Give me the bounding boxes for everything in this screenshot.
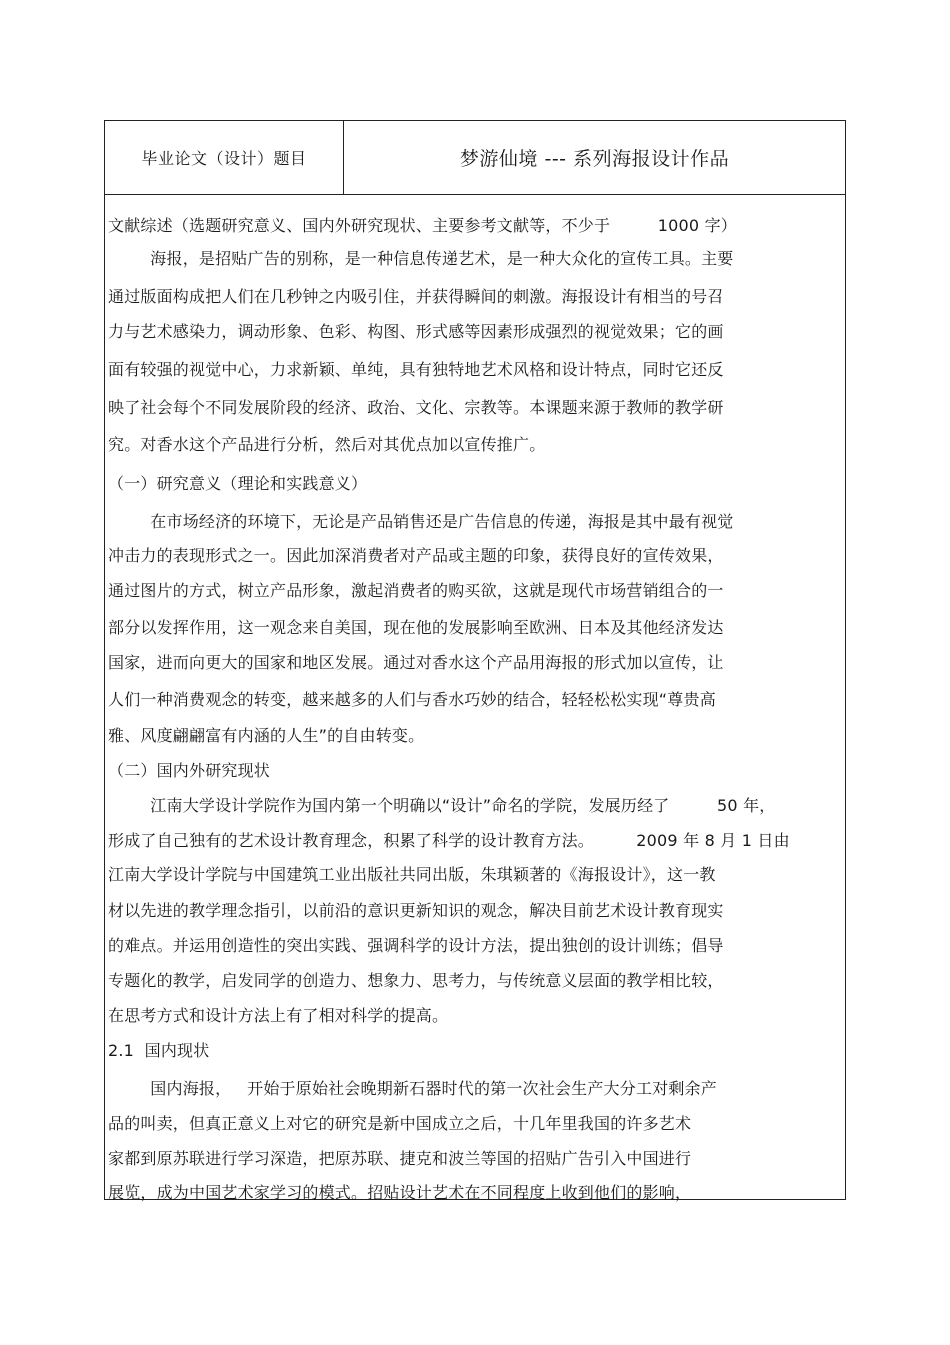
text-line: 在思考方式和设计方法上有了相对科学的提高。 (108, 1006, 449, 1025)
text-line: （一）研究意义（理论和实践意义） (108, 474, 368, 493)
text-line: 部分以发挥作用，这一观念来自美国，现在他的发展影响至欧洲、日本及其他经济发达 (108, 618, 724, 637)
text-line: 品的叫卖，但真正意义上对它的研究是新中国成立之后，十几年里我国的许多艺术 (108, 1114, 692, 1133)
text-line: 力与艺术感染力，调动形象、色彩、构图、形式感等因素形成强烈的视觉效果；它的画 (108, 322, 724, 341)
text-line: 家都到原苏联进行学习深造，把原苏联、捷克和波兰等国的招贴广告引入中国进行 (108, 1149, 692, 1168)
text-line: 国家，进而向更大的国家和地区发展。通过对香水这个产品用海报的形式加以宣传，让 (108, 653, 724, 672)
text-line: 2.1 国内现状 (108, 1041, 210, 1060)
text-line: 的难点。并运用创造性的突出实践、强调科学的设计方法，提出独创的设计训练；倡导 (108, 936, 724, 955)
text-line: 通过版面构成把人们在几秒钟之内吸引住，并获得瞬间的刺激。海报设计有相当的号召 (108, 287, 724, 306)
text-line: 展览，成为中国艺术家学习的模式。招贴设计艺术在不同程度上收到他们的影响， (108, 1183, 692, 1202)
text-line: 材以先进的教学理念指引，以前沿的意识更新知识的观念，解决目前艺术设计教育现实 (108, 901, 724, 920)
text-line: 国内海报， 开始于原始社会晚期新石器时代的第一次社会生产大分工对剩余产 (108, 1079, 717, 1098)
text-line: 通过图片的方式，树立产品形象，激起消费者的购买欲，这就是现代市场营销组合的一 (108, 581, 724, 600)
text-line: 人们一种消费观念的转变，越来越多的人们与香水巧妙的结合，轻轻松松实现“尊贵高 (108, 690, 716, 709)
title-label-cell: 毕业论文（设计）题目 (105, 121, 344, 194)
text-line: 江南大学设计学院作为国内第一个明确以“设计”命名的学院，发展历经了 50 年， (108, 796, 776, 815)
text-line: 在市场经济的环境下，无论是产品销售还是广告信息的传递，海报是其中最有视觉 (108, 512, 734, 531)
text-line: 海报，是招贴广告的别称，是一种信息传递艺术，是一种大众化的宣传工具。主要 (108, 249, 734, 268)
text-line: 形成了自己独有的艺术设计教育理念，积累了科学的设计教育方法。 2009 年 8 月 1 日由 (108, 831, 790, 850)
title-row (105, 121, 845, 195)
thesis-title-cell: 梦游仙境 --- 系列海报设计作品 (459, 148, 730, 170)
text-line: 究。对香水这个产品进行分析，然后对其优点加以宣传推广。 (108, 435, 546, 454)
text-line: 冲击力的表现形式之一。因此加深消费者对产品或主题的印象，获得良好的宣传效果， (108, 546, 724, 565)
text-line: 文献综述（选题研究意义、国内外研究现状、主要参考文献等，不少于 1000 字） (108, 216, 737, 235)
text-line: 雅、风度翩翩富有内涵的人生”的自由转变。 (108, 726, 425, 745)
text-line: 专题化的教学，启发同学的创造力、想象力、思考力，与传统意义层面的教学相比较， (108, 971, 724, 990)
text-line: 映了社会每个不同发展阶段的经济、政治、文化、宗教等。本课题来源于教师的教学研 (108, 398, 724, 417)
text-line: （二）国内外研究现状 (108, 761, 271, 780)
text-line: 面有较强的视觉中心，力求新颖、单纯，具有独特地艺术风格和设计特点，同时它还反 (108, 360, 724, 379)
text-line: 江南大学设计学院与中国建筑工业出版社共同出版，朱琪颖著的《海报设计》，这一教 (108, 865, 716, 884)
